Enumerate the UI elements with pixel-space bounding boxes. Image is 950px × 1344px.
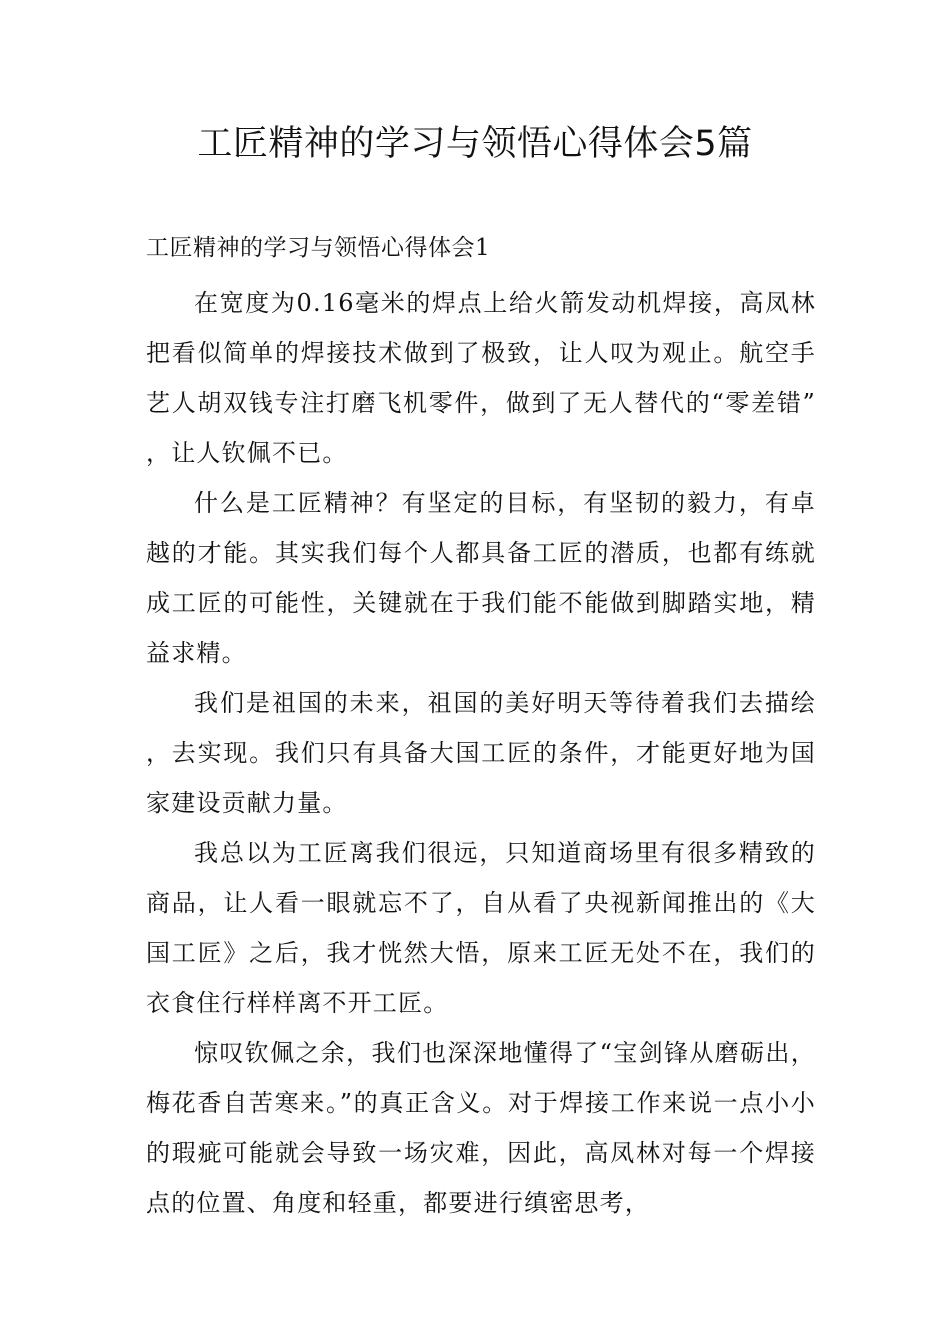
document-body [146,278,816,1228]
document-title: 工匠精神的学习与领悟心得体会5篇 [197,124,753,164]
section-heading: 工匠精神的学习与领悟心得体会1 [146,235,491,261]
paragraph-4: 我总以为工匠离我们很远，只知道商场里有很多精致的商品，让人看一眼就忘不了，自从看了央视新闻推出的《大国工匠》之后，我才恍然大悟，原来工匠无处不在，我们的衣食住行样样离不开工匠。 [146,839,816,1017]
paragraph-5: 惊叹钦佩之余，我们也深深地懂得了“宝剑锋从磨砺出，梅花香自苦寒来。”的真正含义。对于焊接工作来说一点小小的瑕疵可能就会导致一场灾难，因此，高凤林对每一个焊接点的位置、角度和轻重，都要进行缜密思考， [146,1039,816,1217]
paragraph-2: 什么是工匠精神？有坚定的目标，有坚韧的毅力，有卓越的才能。其实我们每个人都具备工匠的潜质，也都有练就成工匠的可能性，关键就在于我们能不能做到脚踏实地，精益求精。 [146,489,816,667]
paragraph-1: 在宽度为0.16毫米的焊点上给火箭发动机焊接，高凤林把看似简单的焊接技术做到了极致，让人叹为观止。航空手艺人胡双钱专注打磨飞机零件，做到了无人替代的“零差错”，让人钦佩不已。 [146,289,816,467]
paragraph-3: 我们是祖国的未来，祖国的美好明天等待着我们去描绘，去实现。我们只有具备大国工匠的条件，才能更好地为国家建设贡献力量。 [146,689,816,817]
